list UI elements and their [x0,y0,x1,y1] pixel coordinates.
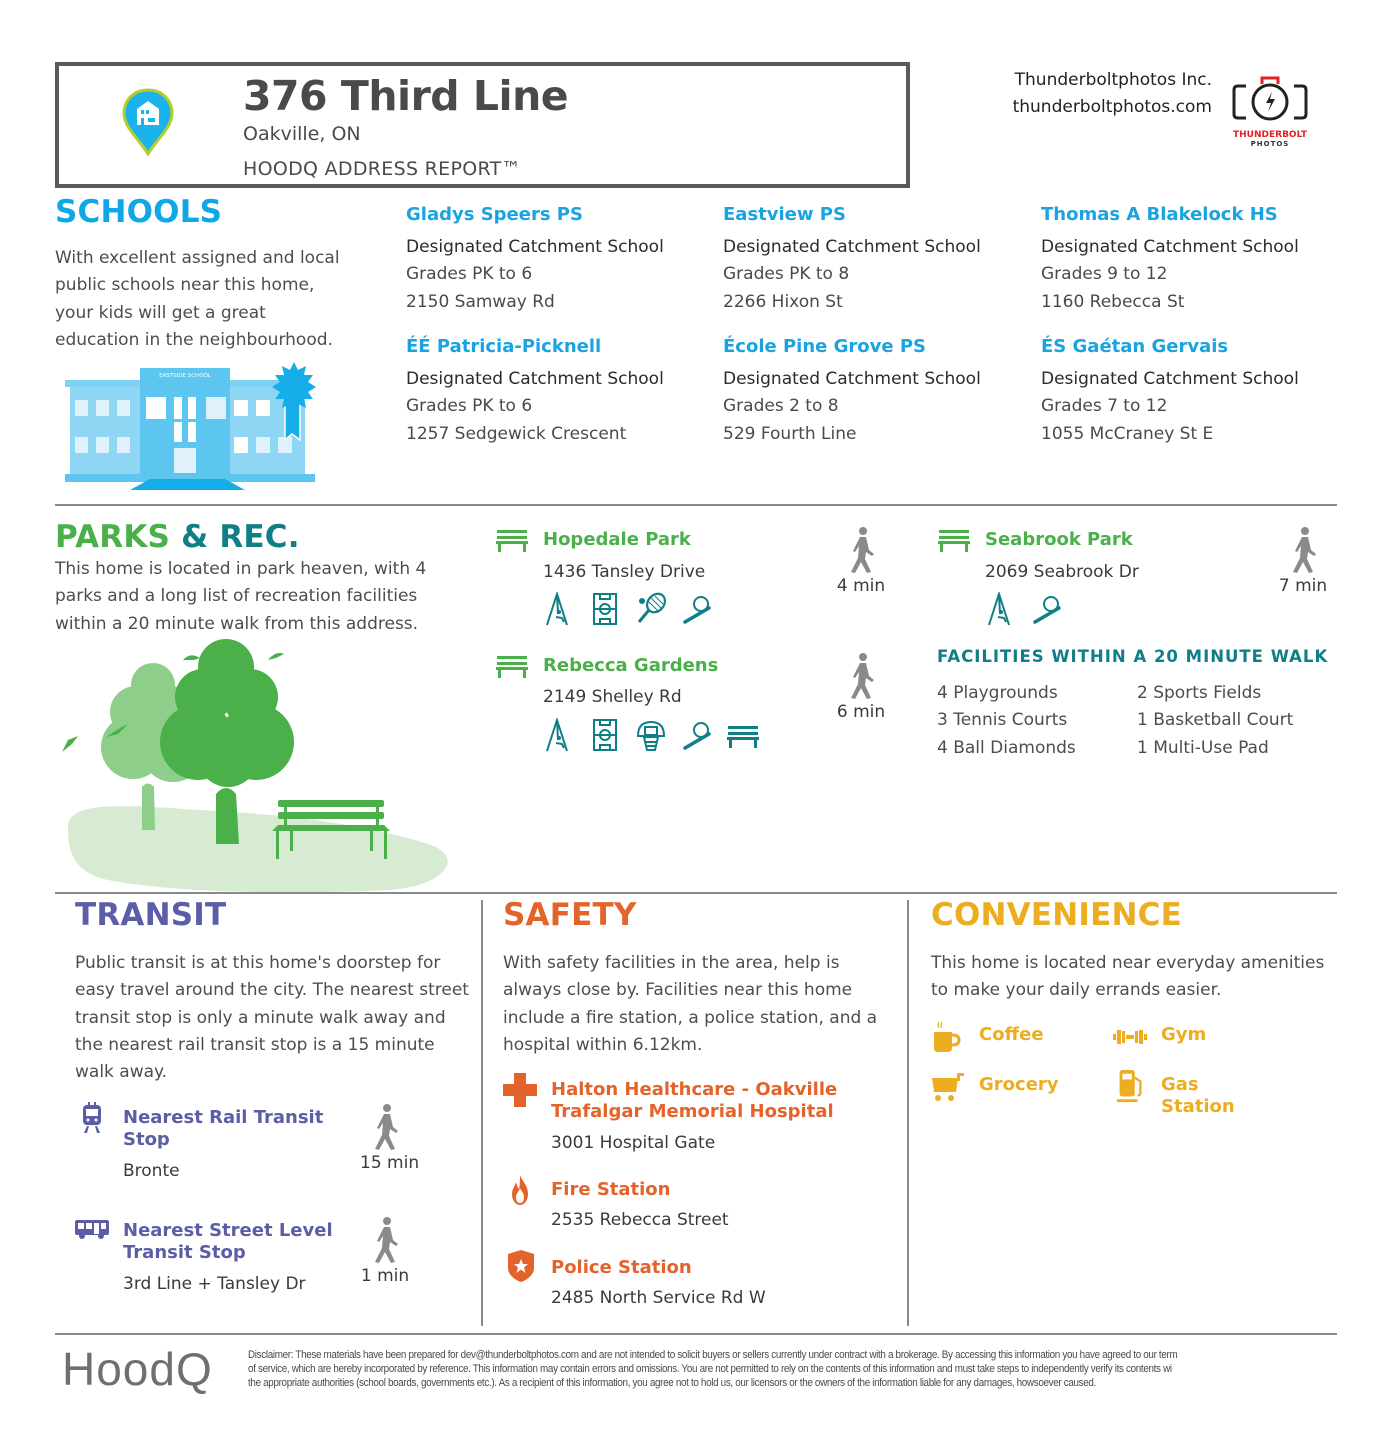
walking-person-icon [846,526,876,574]
park-address: 2149 Shelley Rd [543,687,682,707]
school-card[interactable] [1041,204,1341,316]
house-pin-icon [122,88,174,156]
column-divider [907,900,909,1326]
park-name[interactable]: Rebecca Gardens [543,655,719,676]
rec-title-word: & REC. [181,519,300,555]
convenience-label: Gas Station [1161,1074,1235,1117]
transit-description: Public transit is at this home's doorstep for easy travel around the city. The nearest street transit stop is only a minute walk away and the nearest rail transit stop is a 15 minute walk away. [75,953,469,1083]
address-title: 376 Third Line [243,72,569,120]
hospital-name[interactable]: Halton Healthcare - Oakville Trafalgar Memorial Hospital [551,1079,838,1122]
convenience-gym[interactable] [1113,1020,1206,1054]
bench-icon [496,655,528,679]
bus-icon [75,1220,109,1240]
thunderbolt-logo [1228,74,1312,148]
coffee-icon [931,1020,965,1054]
facility-count: 3 Tennis Courts [937,710,1068,731]
school-building-illustration [60,362,360,492]
convenience-grocery[interactable] [931,1070,1059,1104]
walk-time-label: 7 min [1278,576,1328,596]
school-name[interactable]: École Pine Grove PS [723,336,927,357]
fire-station-name[interactable]: Fire Station [551,1179,671,1200]
walk-time [360,1103,420,1173]
school-name[interactable]: ÉÉ Patricia-Picknell [406,336,602,357]
walk-time [836,526,886,596]
basketball-icon [635,718,667,752]
transit-stop: 3rd Line + Tansley Dr [123,1274,306,1294]
school-type: Designated Catchment School [723,237,981,257]
brand-logo-line1: THUNDERBOLT [1233,130,1307,140]
address-city: Oakville, ON [243,123,361,145]
school-card[interactable] [406,336,706,448]
bench-icon [496,529,528,553]
schools-section-title: SCHOOLS [55,194,223,230]
school-grades: Grades PK to 8 [723,264,850,285]
playground-icon [543,592,575,626]
train-icon [80,1102,104,1134]
park-address: 2069 Seabrook Dr [985,562,1139,582]
facility-count: 2 Sports Fields [1137,683,1262,703]
walk-time [836,652,886,722]
bench-icon [727,718,759,752]
park-facilities [985,592,1063,626]
divider [55,1333,1337,1335]
baseball-icon [1031,592,1063,626]
school-name[interactable]: Gladys Speers PS [406,204,583,225]
police-station-name[interactable]: Police Station [551,1257,692,1278]
walking-person-icon [846,652,876,700]
report-label: HOODQ ADDRESS REPORT™ [243,158,521,180]
safety-description: With safety facilities in the area, help is always close by. Facilities near this home include a fire station, a police station, and a hospital within 6.12km. [503,953,878,1055]
walk-time [1278,526,1328,596]
convenience-label: Grocery [979,1074,1059,1095]
fire-station-address: 2535 Rebecca Street [551,1210,729,1230]
walk-time-label: 15 min [360,1153,420,1173]
parks-description: This home is located in park heaven, with 4 parks and a long list of recreation facilities within a 20 minute walk from this address. [55,559,427,634]
brand-url[interactable]: thunderboltphotos.com [1012,97,1212,117]
facilities-list [937,680,1337,762]
school-address: 1055 McCraney St E [1041,423,1214,444]
convenience-label: Gym [1161,1024,1207,1045]
school-type: Designated Catchment School [1041,369,1299,389]
camera-bolt-icon [1228,74,1312,124]
divider [55,504,1337,506]
divider [55,892,1337,894]
safety-section-title: SAFETY [503,897,637,933]
school-card[interactable] [723,336,1023,448]
school-address: 2150 Samway Rd [406,291,555,312]
walk-time [360,1216,410,1286]
school-name[interactable]: Eastview PS [723,204,846,225]
school-type: Designated Catchment School [723,369,981,389]
fire-icon [510,1174,530,1206]
hoodq-logo: HoodQ [62,1343,213,1395]
facilities-heading: FACILITIES WITHIN A 20 MINUTE WALK [937,647,1329,666]
transit-stop-name[interactable]: Nearest Street Level Transit Stop [123,1220,333,1263]
convenience-coffee[interactable] [931,1020,1044,1054]
parks-section-title [55,519,300,555]
baseball-icon [681,592,713,626]
school-card[interactable] [1041,336,1341,448]
tennis-icon [635,592,667,626]
school-type: Designated Catchment School [406,369,664,389]
park-address: 1436 Tansley Drive [543,562,706,582]
school-grades: Grades 7 to 12 [1041,396,1168,417]
school-address: 529 Fourth Line [723,423,857,444]
convenience-gas-station[interactable] [1113,1070,1235,1118]
school-card[interactable] [723,204,1023,316]
walk-time-label: 6 min [836,702,886,722]
park-facilities [543,592,713,626]
school-name[interactable]: Thomas A Blakelock HS [1041,204,1278,225]
sports-field-icon [589,718,621,752]
sports-field-icon [589,592,621,626]
walking-person-icon [1288,526,1318,574]
schools-description: With excellent assigned and local public schools near this home, your kids will get a great education in the neighbourhood. [55,248,340,350]
playground-icon [543,718,575,752]
facility-count: 4 Playgrounds [937,683,1058,703]
school-grades: Grades 9 to 12 [1041,264,1168,285]
police-station-address: 2485 North Service Rd W [551,1288,766,1308]
playground-icon [985,592,1017,626]
walking-person-icon [370,1103,400,1151]
hospital-cross-icon [503,1073,537,1107]
police-shield-icon [508,1250,534,1282]
school-address: 1160 Rebecca St [1041,291,1185,312]
school-grades: Grades 2 to 8 [723,396,839,417]
hospital-address: 3001 Hospital Gate [551,1133,716,1153]
transit-stop: Bronte [123,1161,180,1181]
walk-time-label: 1 min [360,1266,410,1286]
park-trees-illustration [58,632,453,894]
brand-name: Thunderboltphotos Inc. [1014,70,1212,90]
school-card[interactable] [406,204,706,316]
convenience-label: Coffee [979,1024,1044,1045]
school-grades: Grades PK to 6 [406,396,533,417]
bench-icon [938,529,970,553]
school-type: Designated Catchment School [406,237,664,257]
gas-station-icon [1113,1070,1147,1104]
walking-person-icon [370,1216,400,1264]
park-facilities [543,718,759,752]
school-type: Designated Catchment School [1041,237,1299,257]
brand-logo-line2: PHOTOS [1250,140,1290,148]
convenience-section-title: CONVENIENCE [931,897,1182,933]
svg-text:EASTSIDE SCHOOL: EASTSIDE SCHOOL [159,373,211,379]
gym-icon [1113,1020,1147,1054]
baseball-icon [681,718,713,752]
school-address: 1257 Sedgewick Crescent [406,423,627,444]
transit-section-title: TRANSIT [75,897,227,933]
facility-count: 4 Ball Diamonds [937,737,1076,758]
disclaimer: Disclaimer: These materials have been prepared for dev@thunderboltphotos.com and are not intended to solicit buyers or sellers currently under contract with a brokerage. By accessing this information you have agreed to our term of service, which are hereby incorporated by reference. This information may contain errors and omissions. You are not permitted to rely on the contents of this information and must take steps to independently verify its contents wi the appropriate authorities (school boards, governments etc.). As a recipient of this information, you agree not to hold us, our licensors or the owners of the information liable for any damages, howsoever caused. [248,1349,1178,1389]
park-name[interactable]: Seabrook Park [985,529,1133,550]
walk-time-label: 4 min [836,576,886,596]
column-divider [481,900,483,1326]
convenience-description: This home is located near everyday amenities to make your daily errands easier. [931,953,1325,1001]
transit-stop-name[interactable]: Nearest Rail Transit Stop [123,1107,324,1150]
facility-count: 1 Basketball Court [1137,710,1294,731]
facility-count: 1 Multi-Use Pad [1137,737,1269,758]
park-name[interactable]: Hopedale Park [543,529,691,550]
school-name[interactable]: ÉS Gaétan Gervais [1041,336,1229,357]
school-address: 2266 Hixon St [723,291,843,312]
school-grades: Grades PK to 6 [406,264,533,285]
grocery-cart-icon [931,1070,965,1104]
parks-title-word: PARKS [55,519,171,555]
